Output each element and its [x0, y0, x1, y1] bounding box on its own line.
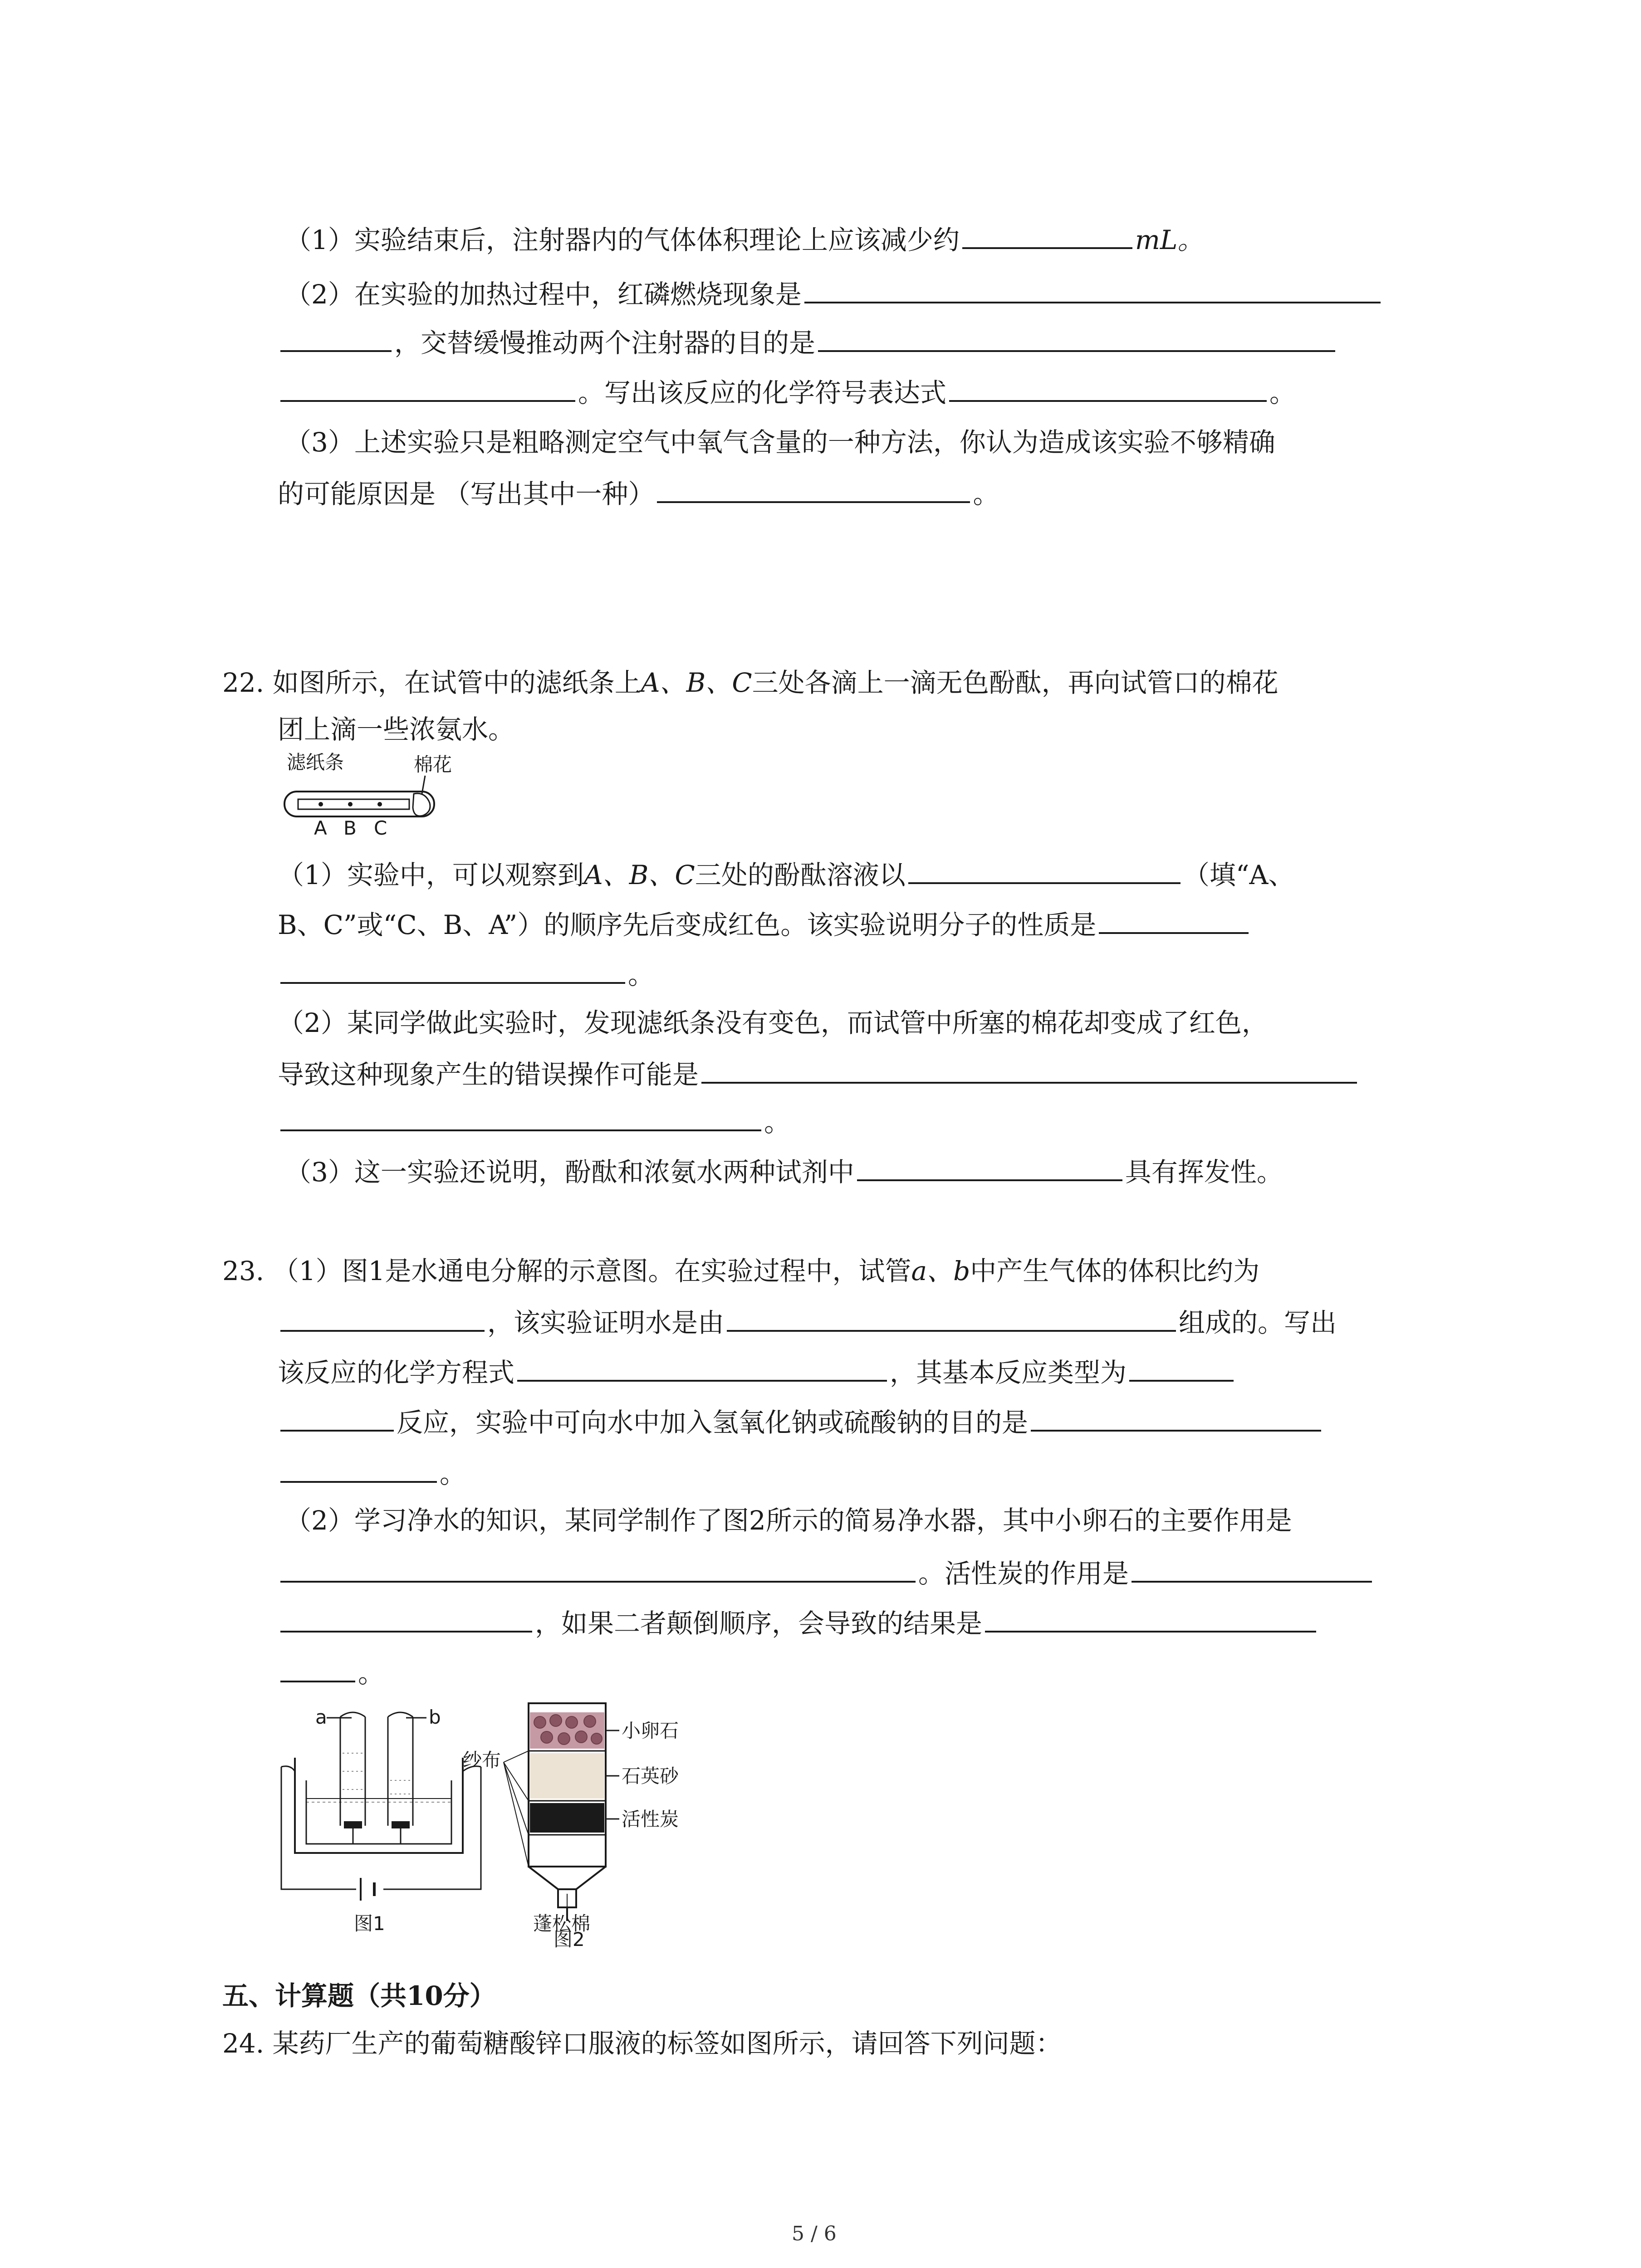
fig-label-c: C	[374, 817, 387, 839]
answer-blank[interactable]	[280, 373, 575, 402]
q21-line-4: 。写出该反应的化学符号表达式 。	[278, 373, 1296, 409]
answer-blank[interactable]	[804, 274, 1381, 303]
answer-blank[interactable]	[908, 855, 1181, 884]
answer-blank[interactable]	[280, 1102, 761, 1131]
fig1-caption: 图1	[354, 1912, 385, 1935]
fig2-label-carbon: 活性炭	[622, 1808, 679, 1830]
cotton-icon	[413, 793, 430, 816]
q23-line-2: ，该实验证明水是由 组成的。写出	[278, 1303, 1337, 1339]
electrode-icon	[392, 1821, 410, 1828]
q21-line-6: 的可能原因是 （写出其中一种） 。	[278, 474, 999, 510]
fig2-label-gauze: 纱布	[463, 1749, 501, 1771]
fig-label-b: B	[343, 817, 357, 839]
q23-line-1: 23. （1）图1是水通电分解的示意图。在实验过程中，试管a、b中产生气体的体积比约为	[222, 1256, 1260, 1286]
q23-line-3: 该反应的化学方程式 ，其基本反应类型为	[278, 1353, 1236, 1389]
answer-blank[interactable]	[857, 1152, 1122, 1181]
electrode-icon	[344, 1821, 362, 1828]
answer-blank[interactable]	[280, 1603, 532, 1633]
answer-blank[interactable]	[657, 474, 970, 503]
section-5-heading: 五、计算题（共10分）	[222, 1980, 496, 2011]
water-purifier-figure	[460, 1694, 696, 1948]
answer-blank[interactable]	[1099, 905, 1249, 934]
fig1-label-b: b	[429, 1706, 441, 1728]
fig1-label-a: a	[315, 1706, 327, 1728]
answer-blank[interactable]	[985, 1603, 1316, 1633]
fig2-label-cotton: 蓬松棉	[533, 1912, 591, 1935]
q22-line-6: （2）某同学做此实验时，发现滤纸条没有变色，而试管中所塞的棉花却变成了红色，	[278, 1007, 1268, 1038]
q22-line-7: 导致这种现象产生的错误操作可能是	[278, 1055, 1360, 1091]
answer-blank[interactable]	[1129, 1353, 1234, 1382]
q24-line-1: 24. 某药厂生产的葡萄糖酸锌口服液的标签如图所示，请回答下列问题：	[222, 2028, 1062, 2059]
answer-blank[interactable]	[280, 1303, 485, 1332]
page-number: 5 / 6	[792, 2222, 837, 2245]
answer-blank[interactable]	[280, 1454, 437, 1483]
q21-line-3: ，交替缓慢推动两个注射器的目的是	[278, 323, 1338, 359]
fig-label-cotton: 棉花	[414, 753, 452, 776]
q22-line-8: 。	[278, 1102, 790, 1139]
q21-line-2: （2）在实验的加热过程中，红磷燃烧现象是	[285, 274, 1383, 311]
q21-line-5: （3）上述实验只是粗略测定空气中氧气含量的一种方法，你认为造成该实验不够精确	[285, 427, 1275, 458]
fig2-label-sand: 石英砂	[622, 1765, 679, 1787]
q23-line-7: 。活性炭的作用是	[278, 1554, 1375, 1590]
q23-line-8: ，如果二者颠倒顺序，会导致的结果是	[278, 1603, 1319, 1640]
answer-blank[interactable]	[701, 1055, 1357, 1084]
q22-line-3: （1）实验中，可以观察到A、B、C三处的酚酞溶液以 （填“A、	[278, 855, 1294, 891]
q22-line-1: 22. 如图所示，在试管中的滤纸条上A、B、C三处各滴上一滴无色酚酞，再向试管口的棉花	[222, 667, 1279, 698]
answer-blank[interactable]	[727, 1303, 1176, 1332]
q22-line-5: 。	[278, 955, 654, 991]
answer-blank[interactable]	[818, 323, 1335, 352]
answer-blank[interactable]	[517, 1353, 887, 1382]
answer-blank[interactable]	[280, 323, 392, 352]
q23-line-4: 反应，实验中可向水中加入氢氧化钠或硫酸钠的目的是	[278, 1403, 1324, 1439]
q22-line-9: （3）这一实验还说明，酚酞和浓氨水两种试剂中 具有挥发性。	[285, 1152, 1283, 1188]
fig2-caption: 图2	[554, 1928, 585, 1948]
answer-blank[interactable]	[1132, 1554, 1372, 1583]
answer-blank[interactable]	[949, 373, 1267, 402]
test-tube-filter-paper-figure	[278, 748, 468, 839]
answer-blank[interactable]	[962, 220, 1132, 249]
answer-blank[interactable]	[280, 955, 625, 984]
answer-blank[interactable]	[280, 1403, 394, 1432]
q21-line-1: （1）实验结束后，注射器内的气体体积理论上应该减少约 mL。	[285, 220, 1204, 256]
q23-line-5: 。	[278, 1454, 466, 1490]
fig-label-a: A	[314, 817, 327, 839]
q22-line-4: B、C”或“C、B、A”）的顺序先后变成红色。该实验说明分子的性质是	[278, 905, 1251, 941]
fig2-label-pebble: 小卵石	[622, 1720, 679, 1742]
answer-blank[interactable]	[280, 1653, 355, 1682]
q22-line-2: 团上滴一些浓氨水。	[278, 714, 515, 745]
answer-blank[interactable]	[280, 1554, 916, 1583]
fig-label-filter-paper: 滤纸条	[287, 751, 344, 773]
answer-blank[interactable]	[1031, 1403, 1321, 1432]
q23-line-6: （2）学习净水的知识，某同学制作了图2所示的简易净水器，其中小卵石的主要作用是	[285, 1505, 1292, 1536]
q23-line-9: 。	[278, 1653, 384, 1690]
